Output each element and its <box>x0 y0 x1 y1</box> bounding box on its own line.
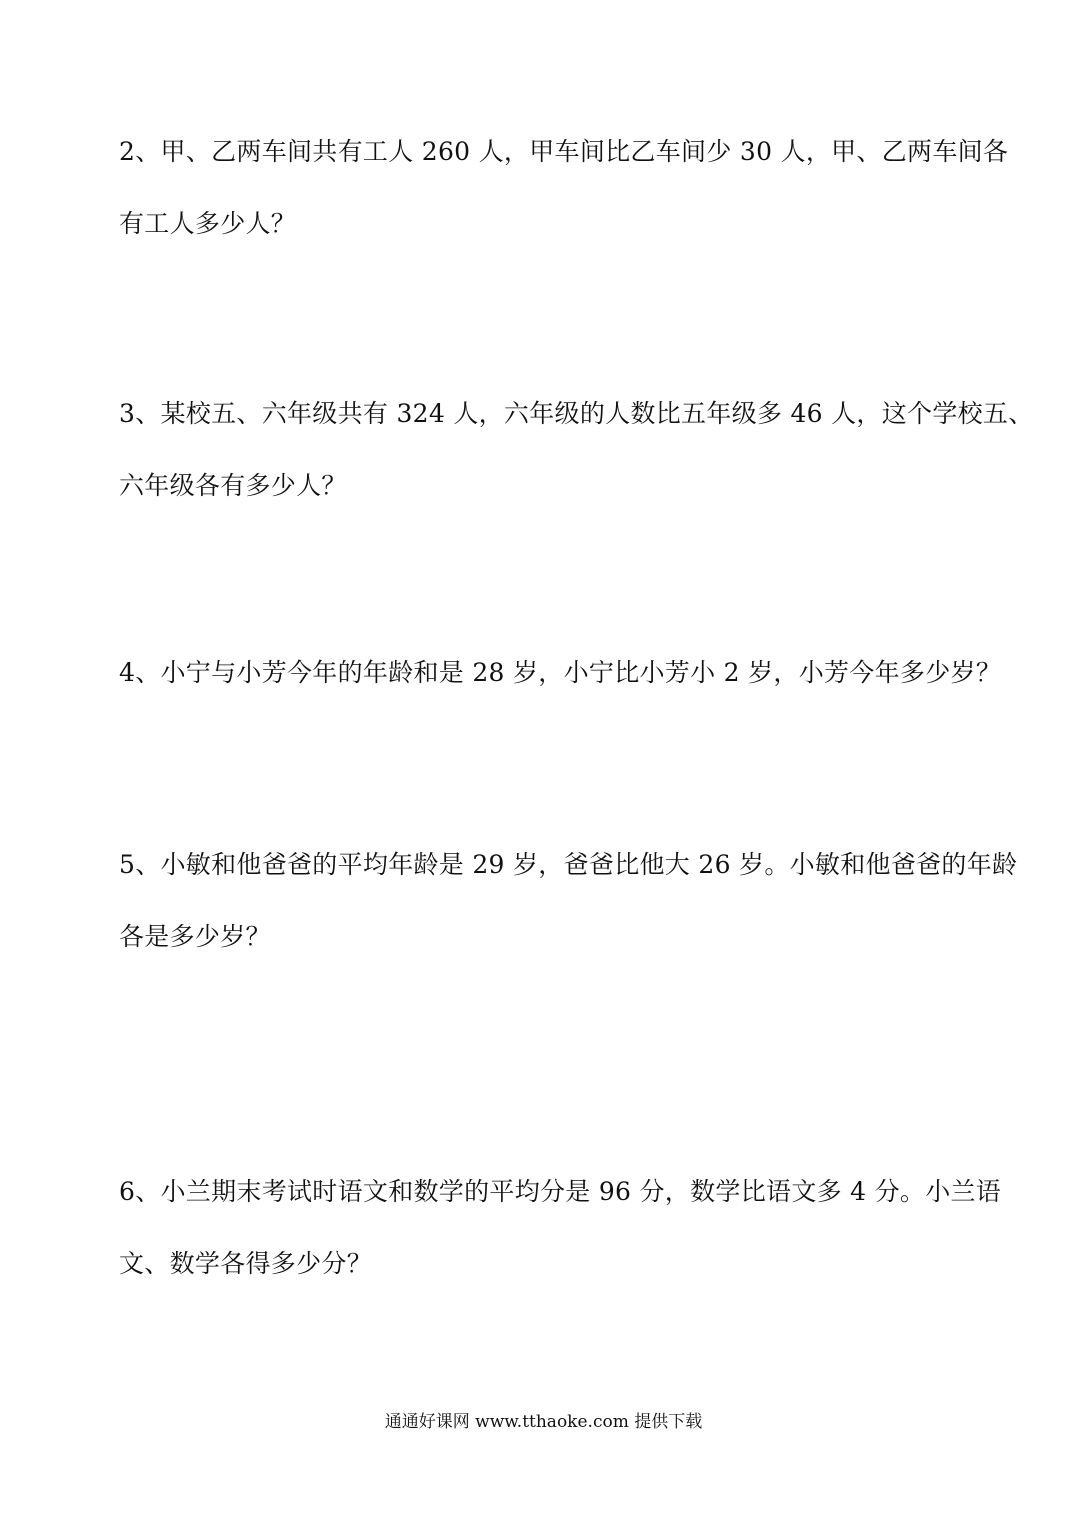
problem-5 <box>119 848 1018 954</box>
problem-3 <box>119 397 1034 503</box>
problem-2-line-1: 2、甲、乙两车间共有工人 260 人，甲车间比乙车间少 30 人，甲、乙两车间各 <box>119 137 1009 166</box>
problem-4-line-1: 4、小宁与小芳今年的年龄和是 28 岁，小宁比小芳小 2 岁，小芳今年多少岁？ <box>119 658 1002 687</box>
problem-2 <box>119 135 1009 241</box>
problem-4 <box>119 656 1002 690</box>
problem-6-line-1: 6、小兰期末考试时语文和数学的平均分是 96 分，数学比语文多 4 分。小兰语 <box>119 1177 1002 1206</box>
problem-6 <box>119 1175 1002 1281</box>
problem-5-line-2: 各是多少岁？ <box>119 922 271 951</box>
problem-6-line-2: 文、数学各得多少分？ <box>119 1249 373 1278</box>
problem-3-line-1: 3、某校五、六年级共有 324 人，六年级的人数比五年级多 46 人，这个学校五、 <box>119 399 1034 428</box>
problem-5-line-1: 5、小敏和他爸爸的平均年龄是 29 岁，爸爸比他大 26 岁。小敏和他爸爸的年龄 <box>119 850 1018 879</box>
problem-2-line-2: 有工人多少人？ <box>119 209 297 238</box>
problem-3-line-2: 六年级各有多少人？ <box>119 471 347 500</box>
footer-source-text: 通通好课网 www.tthaoke.com 提供下载 <box>384 1412 703 1432</box>
